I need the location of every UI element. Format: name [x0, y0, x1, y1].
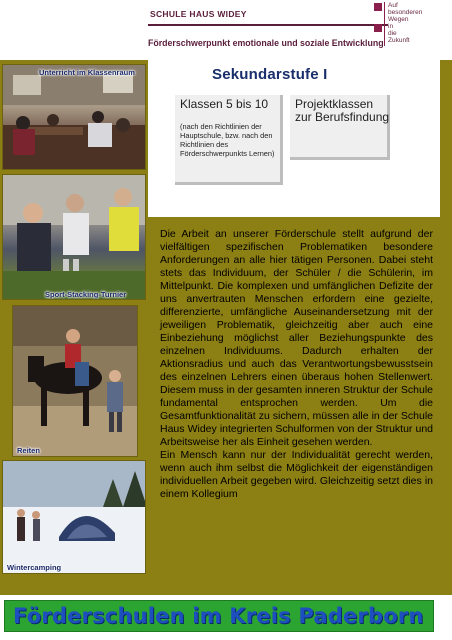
winter-illustration — [3, 461, 146, 574]
info-box-heading: Projektklassen zur Berufsfindung — [295, 97, 390, 124]
photo-riding — [12, 305, 138, 457]
photo-classroom — [2, 64, 146, 170]
logo-word: Wegen — [388, 16, 409, 23]
photo-winter-camping — [2, 460, 146, 574]
logo-word: in — [388, 23, 394, 30]
body-paragraph: Die Arbeit an unserer Förderschule stellt aufgrund der vielfältigen spezifischen Problematiken besondere Anforderungen an alle hier tätigen Personen. Dabei steht stets das Individuum, der Schüler / die Schülerin, im Mittelpunkt. Die komplexen und umfänglichen Defizite der uns anvertrauten Menschen erfordern eine gezielte, differenzierte, umfängliche Auseinandersetzung mit der jeweiligen Problematik, gleichzeitig aber auch eine Einbeziehung möglichst aller Beziehungspunkte des einzelnen Individuums. Dadurch erhalten der Aktionsradius und auch das Verantwortungsbewusstsein des einzelnen Lehrers einen überaus hohen Stellenwert. Diesem muss in der gesamten inneren Struktur der Schule fundamental entsprochen werden. Um die Gesamtfunktionalität zu sichern, müssen alle in der Schule Haus Widey integrierten Schulformen von der Struktur und Arbeitsweise her als Einheit gesehen werden. — [160, 228, 433, 449]
page-header — [0, 0, 452, 56]
info-box-klassen — [175, 95, 283, 185]
photo-caption: Unterricht im Klassenraum — [39, 68, 135, 77]
logo-mark-icon — [374, 3, 382, 11]
school-name: SCHULE HAUS WIDEY — [150, 9, 247, 19]
footer-banner — [4, 600, 434, 632]
riding-illustration — [13, 306, 138, 457]
logo-word: die — [388, 30, 397, 37]
info-box-projektklassen — [290, 95, 390, 160]
sport-illustration — [3, 175, 146, 300]
photo-caption: Wintercamping — [7, 563, 62, 572]
photo-caption: Reiten — [17, 446, 40, 455]
logo-mark-icon — [374, 24, 382, 32]
logo-word: Zukunft — [388, 37, 410, 44]
school-logo — [340, 2, 440, 46]
logo-divider — [384, 2, 385, 46]
body-text — [160, 228, 433, 501]
photo-caption: Sport-Stacking-Turnier — [45, 290, 127, 299]
logo-word: Auf — [388, 2, 398, 9]
footer-banner-text: Förderschulen im Kreis Paderborn — [13, 604, 424, 628]
header-tagline: Förderschwerpunkt emotionale und soziale Entwicklung — [148, 38, 384, 48]
info-box-heading: Klassen 5 bis 10 — [180, 97, 269, 111]
logo-word: besonderen — [388, 9, 423, 16]
body-paragraph: Ein Mensch kann nur der Individualität gerecht werden, wenn auch ihm selbst die Möglichkeit der eigenständigen individuellen Arbeit gegeben wird. Gleichzeitig setzt dies in einem Kollegium — [160, 449, 433, 501]
photo-sport-stacking — [2, 174, 146, 300]
section-title: Sekundarstufe I — [212, 66, 328, 83]
info-box-subtext: (nach den Richtlinien der Hauptschule, bzw. nach den Richtlinien des Förderschwerpunkts Lernen) — [180, 122, 275, 158]
classroom-illustration — [3, 65, 146, 170]
